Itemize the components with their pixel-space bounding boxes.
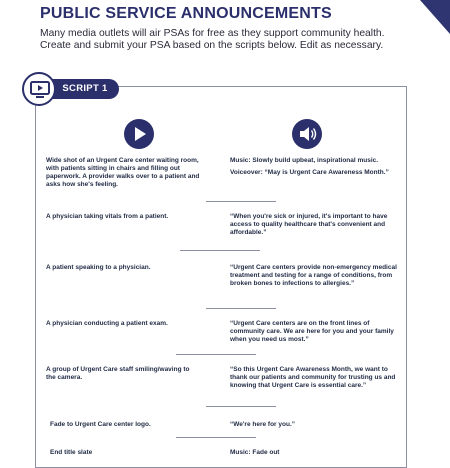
row-action: Fade to Urgent Care center logo. bbox=[50, 421, 151, 428]
row-audio bbox=[230, 366, 400, 390]
row-audio bbox=[230, 264, 400, 288]
row-action: A physician taking vitals from a patient. bbox=[46, 213, 169, 220]
row-action: A group of Urgent Care staff smiling/waving to the camera. bbox=[46, 366, 190, 381]
row-action: A physician conducting a patient exam. bbox=[46, 320, 168, 327]
script-label-text: SCRIPT 1 bbox=[62, 83, 108, 94]
row-action: End title slate bbox=[50, 449, 93, 454]
row-audio bbox=[230, 421, 400, 429]
row-audio-line: Music: Slowly build upbeat, inspirational music. bbox=[230, 157, 379, 164]
row-audio bbox=[230, 320, 400, 344]
row-divider bbox=[176, 354, 256, 355]
row-audio-line: “Urgent Care centers are on the front lines of community care. We are here for you and your family when you need us most.” bbox=[230, 320, 394, 343]
play-icon bbox=[124, 119, 154, 149]
intro-line: Create and submit your PSA based on the scripts below. Edit as necessary. bbox=[40, 40, 384, 52]
row-audio bbox=[230, 157, 400, 177]
intro-text bbox=[40, 28, 410, 53]
row-divider bbox=[180, 250, 260, 251]
intro-line: Many media outlets will air PSAs for free as they support community health. bbox=[40, 28, 385, 39]
script-row bbox=[46, 157, 396, 191]
speaker-icon bbox=[292, 119, 322, 149]
row-audio-line: “We're here for you.” bbox=[230, 421, 295, 428]
script-row bbox=[46, 444, 396, 454]
row-action: Wide shot of an Urgent Care center waiting room, with patients sitting in chairs and filling out paperwork. A provider walks over to a patient and asks how she's feeling. bbox=[46, 157, 200, 188]
row-audio-line: Voiceover: “May is Urgent Care Awareness Month.” bbox=[230, 169, 389, 176]
row-divider bbox=[206, 406, 276, 407]
row-audio bbox=[230, 213, 400, 237]
row-divider bbox=[206, 201, 276, 202]
row-audio-line: “When you're sick or injured, it's important to have access to quality healthcare that's convenient and affordable.” bbox=[230, 213, 388, 236]
row-action: A patient speaking to a physician. bbox=[46, 264, 151, 271]
row-divider bbox=[206, 308, 276, 309]
tv-icon bbox=[22, 72, 56, 106]
corner-accent bbox=[420, 0, 450, 34]
row-divider bbox=[176, 437, 256, 438]
page-title: PUBLIC SERVICE ANNOUNCEMENTS bbox=[40, 5, 332, 22]
row-audio-line: “So this Urgent Care Awareness Month, we want to thank our patients and community for trusting us and knowing that Urgent Care is essential care.” bbox=[230, 366, 396, 389]
row-audio-line: “Urgent Care centers provide non-emergency medical treatment and testing for a range of conditions, from broken bones to infections to allergies.” bbox=[230, 264, 397, 287]
row-audio-line: Music: Fade out bbox=[230, 449, 280, 454]
